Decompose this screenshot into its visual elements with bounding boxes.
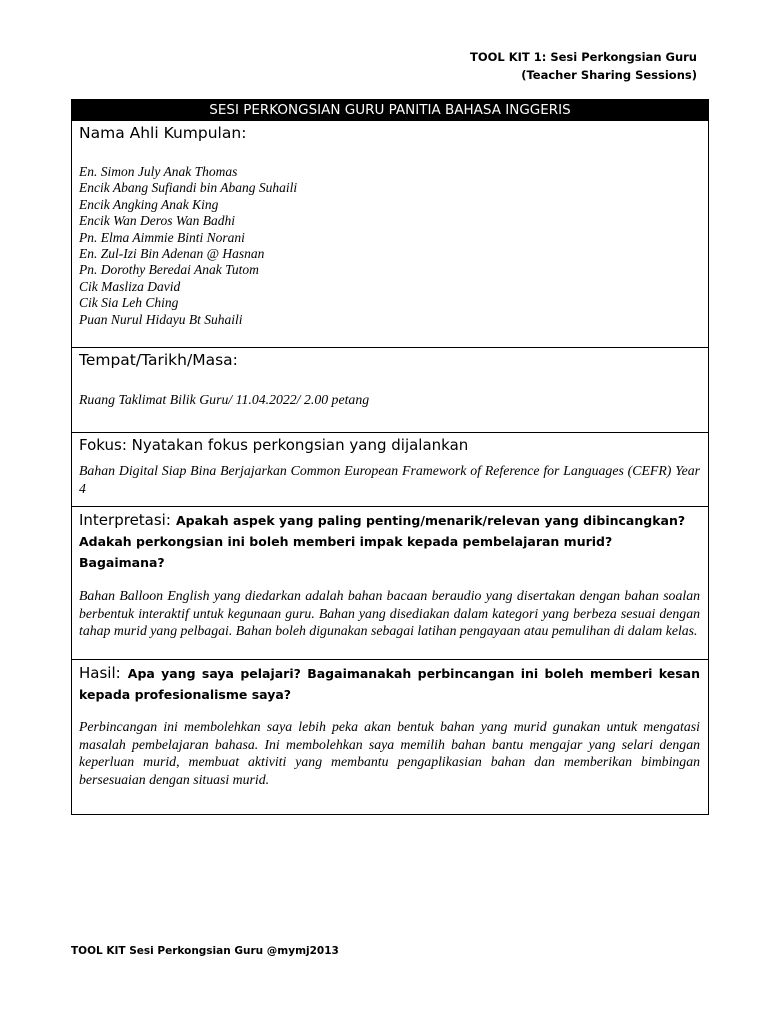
interpretation-section [72,506,708,659]
result-question: Apa yang saya pelajari? Bagaimanakah perbincangan ini boleh memberi kesan kepada profesionalisme saya? [79,666,700,702]
toolkit-header [470,48,697,84]
toolkit-header-line2: (Teacher Sharing Sessions) [521,68,697,82]
place-value: Ruang Taklimat Bilik Guru/ 11.04.2022/ 2.00 petang [79,392,370,407]
interpretation-label: Interpretasi: [79,511,171,529]
place-section [72,347,708,432]
focus-label: Fokus: Nyatakan fokus perkongsian yang dijalankan [79,436,469,454]
result-label: Hasil: [79,664,121,682]
interpretation-heading [79,507,700,573]
toolkit-header-line1: TOOL KIT 1: Sesi Perkongsian Guru [469,50,697,64]
focus-value: Bahan Digital Siap Bina Berjajarkan Common European Framework of Reference for Languages (CEFR) Year 4 [79,463,700,496]
members-list [79,164,700,328]
result-value: Perbincangan ini membolehkan saya lebih peka akan bentuk bahan yang murid gunakan untuk mengatasi masalah pembelajaran bahasa. Ini membolehkan saya memilih bahan bantu mengajar yang selari dengan keperluan murid, membuat aktiviti yang membantu pengaplikasian bahan dan memberikan bimbingan bersesuaian dengan situasi murid. [79,719,700,787]
member-name: Puan Nurul Hidayu Bt Suhaili [79,311,243,327]
focus-section [72,432,708,506]
member-name: En. Zul-Izi Bin Adenan @ Hasnan [79,246,265,262]
sharing-session-form [71,99,709,815]
interpretation-question: Apakah aspek yang paling penting/menarik/relevan yang dibincangkan? Adakah perkongsian ini boleh memberi impak kepada pembelajaran murid? Bagaimana? [79,513,686,570]
member-name: Cik Sia Leh Ching [79,295,179,311]
place-label: Tempat/Tarikh/Masa: [79,351,238,369]
member-name: Encik Abang Sufiandi bin Abang Suhaili [79,180,298,196]
result-heading [79,660,700,705]
interpretation-value: Bahan Balloon English yang diedarkan adalah bahan bacaan beraudio yang disertakan dengan bahan soalan berbentuk interaktif untuk kegunaan guru. Bahan yang disediakan dalam kategori yang berbeza sesuai dengan tahap murid yang pelbagai. Bahan boleh digunakan sebagai latihan pengayaan atau pemulihan di dalam kelas. [79,588,700,638]
member-name: Encik Angking Anak King [79,196,219,212]
members-section [72,121,708,347]
member-name: Cik Masliza David [79,278,181,294]
page-footer: TOOL KIT Sesi Perkongsian Guru @mymj2013 [71,945,339,957]
form-title: SESI PERKONGSIAN GURU PANITIA BAHASA INGGERIS [72,100,708,121]
members-label: Nama Ahli Kumpulan: [79,124,247,142]
member-name: Pn. Elma Aimmie Binti Norani [79,229,245,245]
member-name: En. Simon July Anak Thomas [79,164,238,179]
result-section [72,659,708,814]
member-name: Encik Wan Deros Wan Badhi [79,213,235,229]
member-name: Pn. Dorothy Beredai Anak Tutom [79,262,259,278]
